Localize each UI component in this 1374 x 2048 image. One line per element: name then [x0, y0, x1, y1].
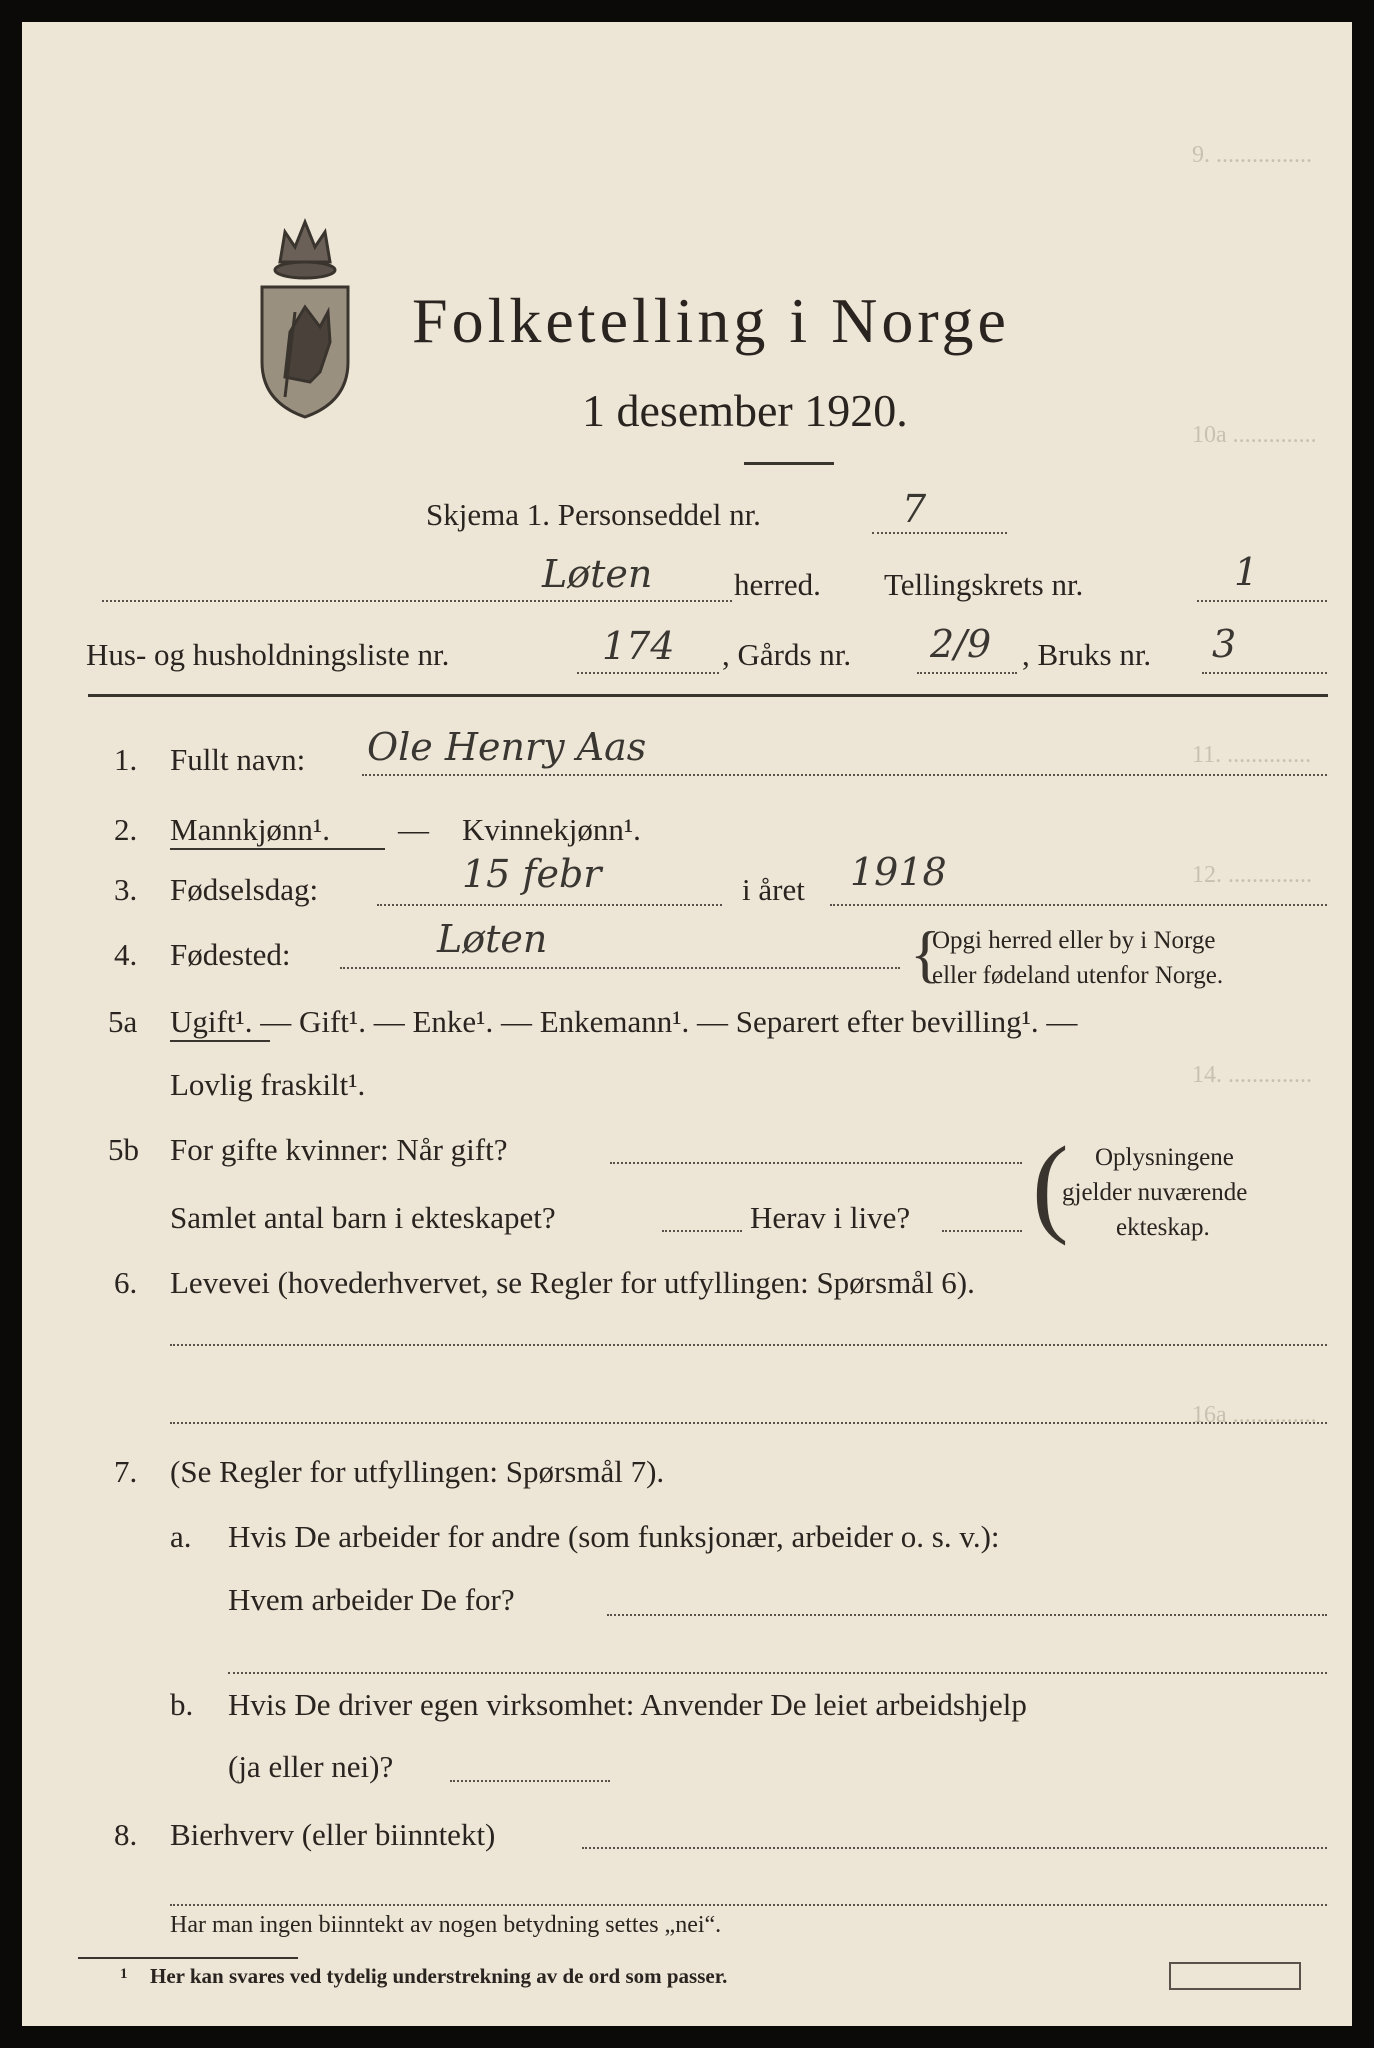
personseddel-value: 7 — [902, 487, 927, 531]
married-when-field[interactable] — [610, 1162, 1022, 1164]
schema-label: Skjema 1. Personseddel nr. — [426, 497, 761, 532]
show-through-text: 12. .............. — [1192, 862, 1312, 888]
gender-female-option[interactable]: Kvinnekjønn¹. — [462, 812, 641, 847]
q7a-letter: a. — [170, 1519, 192, 1554]
full-name-value: Ole Henry Aas — [367, 725, 647, 769]
show-through-text: 14. .............. — [1192, 1062, 1312, 1088]
birthyear-value: 1918 — [850, 850, 947, 894]
q7a-sub-label: Hvem arbeider De for? — [228, 1582, 515, 1617]
herred-field[interactable] — [102, 600, 732, 602]
printer-stamp — [1169, 1962, 1301, 1990]
footnote-marker: 1 — [120, 1966, 128, 1982]
full-name-field[interactable] — [362, 774, 1327, 776]
gards-value: 2/9 — [930, 622, 992, 666]
employer-field-line2[interactable] — [228, 1672, 1327, 1674]
gender-separator: — — [398, 812, 429, 847]
children-count-field[interactable] — [662, 1230, 742, 1232]
q8-number: 8. — [114, 1817, 138, 1852]
q4-number: 4. — [114, 937, 138, 972]
herred-label: herred. — [734, 567, 821, 602]
bruks-label: , Bruks nr. — [1022, 637, 1152, 672]
q5b-alive-label: Herav i live? — [750, 1200, 911, 1235]
husholdningsliste-label: Hus- og husholdningsliste nr. — [86, 637, 450, 672]
q3-label: Fødselsdag: — [170, 872, 319, 907]
personseddel-field[interactable] — [872, 532, 1007, 534]
q5b-children-label: Samlet antal barn i ekteskapet? — [170, 1200, 556, 1235]
form-date: 1 desember 1920. — [582, 385, 908, 436]
gender-male-option[interactable]: Mannkjønn¹. — [170, 812, 330, 847]
hired-help-field[interactable] — [450, 1780, 610, 1782]
birthplace-value: Løten — [437, 917, 548, 961]
title-divider — [744, 462, 834, 465]
employer-field-line1[interactable] — [607, 1614, 1327, 1616]
birthplace-field[interactable] — [340, 967, 900, 969]
gender-male-underline — [170, 848, 385, 850]
census-form-sheet — [22, 22, 1352, 2026]
q1-number: 1. — [114, 742, 138, 777]
q4-label: Fødested: — [170, 937, 291, 972]
footnote-text: Her kan svares ved tydelig understrekning av de ord som passer. — [150, 1964, 728, 1988]
footnote-divider — [78, 1957, 298, 1959]
q7b-label: Hvis De driver egen virksomhet: Anvender De leiet arbeidshjelp — [228, 1687, 1027, 1722]
q7-label: (Se Regler for utfyllingen: Spørsmål 7). — [170, 1454, 665, 1489]
q7-number: 7. — [114, 1454, 138, 1489]
q5b-note-line2: gjelder nuværende — [1062, 1179, 1248, 1206]
q1-label: Fullt navn: — [170, 742, 306, 777]
q5b-note-line3: ekteskap. — [1116, 1214, 1210, 1241]
marital-status-options[interactable]: Ugift¹. — Gift¹. — Enke¹. — Enkemann¹. — Separert efter bevilling¹. — — [170, 1004, 1078, 1039]
gards-field[interactable] — [917, 672, 1017, 674]
q5b-note-line1: Oplysningene — [1095, 1144, 1234, 1171]
tellingskrets-label: Tellingskrets nr. — [884, 567, 1084, 602]
birthdate-field[interactable] — [377, 904, 722, 906]
q5b-number: 5b — [108, 1132, 139, 1167]
q3-number: 3. — [114, 872, 138, 907]
birthdate-value: 15 febr — [462, 852, 602, 896]
q8-note: Har man ingen biinntekt av nogen betydning settes „nei“. — [170, 1912, 722, 1938]
q5b-paren-open: ( — [1032, 1124, 1069, 1246]
children-alive-field[interactable] — [942, 1230, 1022, 1232]
q8-label: Bierhverv (eller biinntekt) — [170, 1817, 496, 1852]
marital-status-options-cont[interactable]: Lovlig fraskilt¹. — [170, 1067, 366, 1102]
q7a-label: Hvis De arbeider for andre (som funksjonær, arbeider o. s. v.): — [228, 1519, 1000, 1554]
bruks-field[interactable] — [1202, 672, 1327, 674]
tellingskrets-field[interactable] — [1197, 600, 1327, 602]
norway-coat-of-arms-icon — [250, 202, 360, 422]
occupation-field-line1[interactable] — [170, 1344, 1327, 1346]
bruks-value: 3 — [1212, 622, 1237, 666]
form-title: Folketelling i Norge — [412, 285, 1010, 356]
q7b-letter: b. — [170, 1687, 194, 1722]
birthyear-label: i året — [742, 872, 805, 907]
birthyear-field[interactable] — [830, 904, 1327, 906]
header-divider — [88, 694, 1328, 697]
birthplace-brace: { — [910, 918, 941, 989]
q5b-married-when-label: For gifte kvinner: Når gift? — [170, 1132, 508, 1167]
q6-number: 6. — [114, 1265, 138, 1300]
show-through-text: 9. ................ — [1192, 142, 1312, 168]
show-through-text: 11. .............. — [1192, 742, 1312, 768]
q7b-sub-label: (ja eller nei)? — [228, 1749, 394, 1784]
secondary-income-field-line1[interactable] — [582, 1847, 1327, 1849]
q5a-number: 5a — [108, 1004, 138, 1039]
birthplace-hint-line1: Opgi herred eller by i Norge — [932, 927, 1216, 954]
q2-number: 2. — [114, 812, 138, 847]
occupation-field-line2[interactable] — [170, 1422, 1327, 1424]
show-through-text: 10a .............. — [1192, 422, 1317, 448]
gards-label: , Gårds nr. — [722, 637, 852, 672]
secondary-income-field-line2[interactable] — [170, 1904, 1327, 1906]
q6-label: Levevei (hovederhvervet, se Regler for utfyllingen: Spørsmål 6). — [170, 1265, 975, 1300]
marital-ugift-underline — [170, 1040, 270, 1042]
show-through-text: 16a .............. — [1192, 1402, 1317, 1428]
birthplace-hint-line2: eller fødeland utenfor Norge. — [932, 962, 1224, 989]
husholdningsliste-value: 174 — [602, 624, 675, 668]
husholdningsliste-field[interactable] — [577, 672, 719, 674]
tellingskrets-value: 1 — [1234, 550, 1259, 594]
herred-value: Løten — [542, 552, 653, 596]
